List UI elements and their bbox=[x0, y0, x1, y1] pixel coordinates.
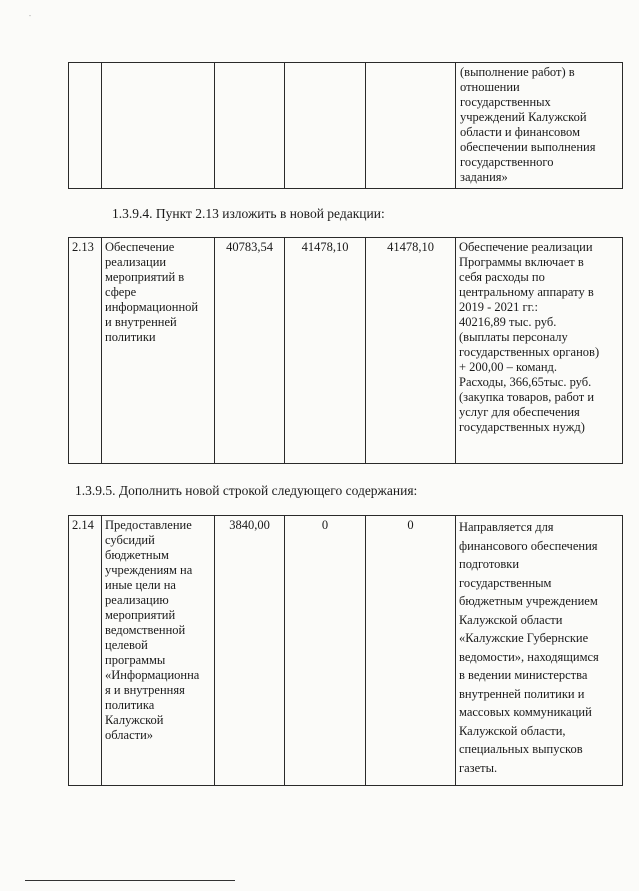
name-line: области» bbox=[105, 728, 154, 742]
note-line: Программы включает в bbox=[459, 255, 584, 269]
name-line: информационной bbox=[105, 300, 199, 314]
table-row bbox=[69, 63, 623, 189]
note-line: государственных bbox=[460, 95, 551, 109]
note-line: услуг для обеспечения bbox=[459, 405, 580, 419]
name-line: целевой bbox=[105, 638, 148, 652]
name-line: я и внутренняя bbox=[105, 683, 185, 697]
cell-2021: 41478,10 bbox=[366, 238, 456, 464]
cell-note bbox=[456, 238, 623, 464]
table-fragment bbox=[68, 62, 623, 189]
name-line: мероприятий в bbox=[105, 270, 185, 284]
cell-2021: 0 bbox=[366, 516, 456, 786]
note-line: Обеспечение реализации bbox=[459, 240, 593, 254]
note-line: 40216,89 тыс. руб. bbox=[459, 315, 557, 329]
name-line: субсидий bbox=[105, 533, 155, 547]
note-line: Расходы, 366,65тыс. руб. bbox=[459, 375, 592, 389]
cell-2019: 3840,00 bbox=[215, 516, 285, 786]
note-line: Калужской области bbox=[459, 612, 563, 627]
name-line: учреждениям на bbox=[105, 563, 193, 577]
cell-2020: 41478,10 bbox=[285, 238, 366, 464]
table-row bbox=[69, 516, 623, 786]
note-line: (закупка товаров, работ и bbox=[459, 390, 595, 404]
name-line: Калужской bbox=[105, 713, 164, 727]
name-line: мероприятий bbox=[105, 608, 176, 622]
note-line: массовых коммуникаций bbox=[459, 705, 592, 719]
cell-2021 bbox=[366, 63, 456, 189]
note-line: «Калужские Губернские bbox=[459, 631, 589, 645]
note-line: Направляется для bbox=[459, 520, 554, 534]
note-line: задания» bbox=[460, 170, 508, 184]
note-line: ведомости», находящимся bbox=[459, 649, 599, 664]
note-line: подготовки bbox=[459, 557, 520, 571]
cell-2020 bbox=[285, 63, 366, 189]
name-line: политики bbox=[105, 330, 156, 344]
note-line: финансового обеспечения bbox=[459, 538, 598, 553]
cell-note bbox=[456, 63, 623, 189]
note-line: отношении bbox=[460, 80, 520, 94]
note-line: внутренней политики и bbox=[459, 686, 585, 701]
cell-name bbox=[102, 238, 215, 464]
note-line: в ведении министерства bbox=[459, 668, 588, 682]
note-line: государственных нужд) bbox=[459, 420, 585, 434]
note-line: 2019 - 2021 гг.: bbox=[459, 300, 538, 314]
cell-num: 2.13 bbox=[69, 238, 102, 464]
note-line: государственных органов) bbox=[459, 345, 600, 359]
table-row-214 bbox=[68, 515, 623, 786]
note-line: газеты. bbox=[459, 760, 498, 775]
table-row bbox=[69, 238, 623, 464]
paragraph-1394: 1.3.9.4. Пункт 2.13 изложить в новой редакции: bbox=[112, 206, 385, 221]
note-line: (выплаты персоналу bbox=[459, 330, 568, 344]
name-line: Обеспечение bbox=[105, 240, 175, 254]
note-line: государственного bbox=[460, 155, 554, 169]
note-line: учреждений Калужской bbox=[460, 110, 587, 124]
cell-2020: 0 bbox=[285, 516, 366, 786]
note-line: бюджетным учреждением bbox=[459, 594, 598, 608]
cell-num: 2.14 bbox=[69, 516, 102, 786]
name-line: бюджетным bbox=[105, 548, 169, 562]
name-line: ведомственной bbox=[105, 623, 186, 637]
note-line: (выполнение работ) в bbox=[460, 65, 575, 79]
name-line: политика bbox=[105, 698, 155, 712]
paragraph-1395: 1.3.9.5. Дополнить новой строкой следующего содержания: bbox=[75, 483, 418, 498]
note-line: области и финансовом bbox=[460, 125, 580, 139]
note-line: + 200,00 – команд. bbox=[459, 360, 558, 374]
name-line: реализацию bbox=[105, 593, 169, 607]
name-line: программы bbox=[105, 653, 166, 667]
note-line: государственным bbox=[459, 575, 552, 590]
note-line: себя расходы по bbox=[459, 270, 545, 284]
name-line: и внутренней bbox=[105, 315, 177, 329]
cell-name bbox=[102, 63, 215, 189]
note-line: центральному аппарату в bbox=[459, 285, 594, 299]
cell-2019: 40783,54 bbox=[215, 238, 285, 464]
name-line: сфере bbox=[105, 285, 137, 299]
note-line: специальных выпусков bbox=[459, 742, 583, 756]
name-line: «Информационна bbox=[105, 668, 200, 682]
footnote-divider bbox=[25, 880, 235, 881]
name-line: иные цели на bbox=[105, 578, 176, 592]
cell-name bbox=[102, 516, 215, 786]
table-row-213 bbox=[68, 237, 623, 464]
name-line: Предоставление bbox=[105, 518, 192, 532]
cell-note bbox=[456, 516, 623, 786]
cell-num bbox=[69, 63, 102, 189]
cell-2019 bbox=[215, 63, 285, 189]
note-line: обеспечении выполнения bbox=[460, 140, 596, 154]
note-line: Калужской области, bbox=[459, 723, 566, 738]
name-line: реализации bbox=[105, 255, 167, 269]
